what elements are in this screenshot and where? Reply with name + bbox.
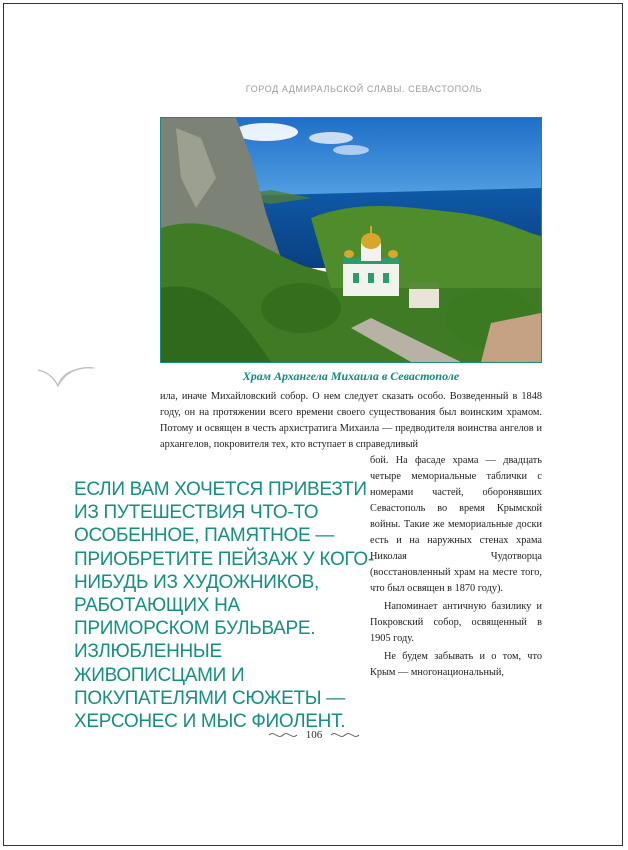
church-dome-right — [388, 250, 398, 258]
cloud — [333, 145, 369, 155]
church-cross — [370, 226, 372, 235]
body-column — [370, 453, 542, 681]
church-main-dome — [361, 233, 381, 249]
page-number: 106 — [305, 729, 323, 741]
church-dome-left — [344, 250, 354, 258]
body-paragraph: Не будем забывать и о том, что Крым — многонациональный, — [370, 651, 542, 678]
ornament-right-icon — [330, 730, 360, 740]
photo-caption: Храм Архангела Михаила в Севастополе — [242, 369, 460, 383]
body-paragraph: бой. На фасаде храма — двадцать четыре мемориальные таблички с номерами частей, оборонявших Севастополь во время Крымской войны. Такие же мемориальные доски есть и на наружных стенах храма Николая Чудотворца (восстановленный храм на месте того, что был освящен в 1870 году). — [370, 455, 542, 594]
body-paragraph: ила, иначе Михайловский собор. О нем следует сказать особо. Возведенный в 1848 году, он на протяжении всего времени своего существования был воинским храмом. Потому и освящен в честь архистратига Михаила — предводителя воинства ангелов и архангелов, покровителя тех, кто вступает в справедливый — [160, 391, 542, 450]
church-window — [383, 273, 389, 283]
cloud — [309, 132, 353, 144]
pull-quote: ЕСЛИ ВАМ ХОЧЕТСЯ ПРИВЕЗТИ ИЗ ПУТЕШЕСТВИЯ ЧТО-ТО ОСОБЕННОЕ, ПАМЯТНОЕ — ПРИОБРЕТИТЕ ПЕЙЗАЖ У КОГО-НИБУДЬ ИЗ ХУДОЖНИКОВ, РАБОТАЮЩИХ НА ПРИМОРСКОМ БУЛЬВАРЕ. ИЗЛЮБЛЕННЫЕ ЖИВОПИСЦАМИ И ПОКУПАТЕЛЯМИ СЮЖЕТЫ — ХЕРСОНЕС И МЫС ФИОЛЕНТ. — [74, 479, 374, 733]
tree-cluster — [261, 283, 341, 333]
running-header: ГОРОД АДМИРАЛЬСКОЙ СЛАВЫ. СЕВАСТОПОЛЬ — [245, 84, 483, 94]
decorative-swirl-icon — [36, 356, 96, 388]
church-window — [353, 273, 359, 283]
ornament-left-icon — [268, 730, 298, 740]
building — [409, 288, 439, 308]
church-window — [368, 273, 374, 283]
folio — [0, 725, 628, 745]
body-paragraph: Напоминает античную базилику и Покровский собор, освященный в 1905 году. — [370, 601, 542, 644]
building-roof — [409, 283, 439, 289]
church-photo-illustration — [161, 118, 541, 362]
church-photo — [160, 117, 542, 363]
